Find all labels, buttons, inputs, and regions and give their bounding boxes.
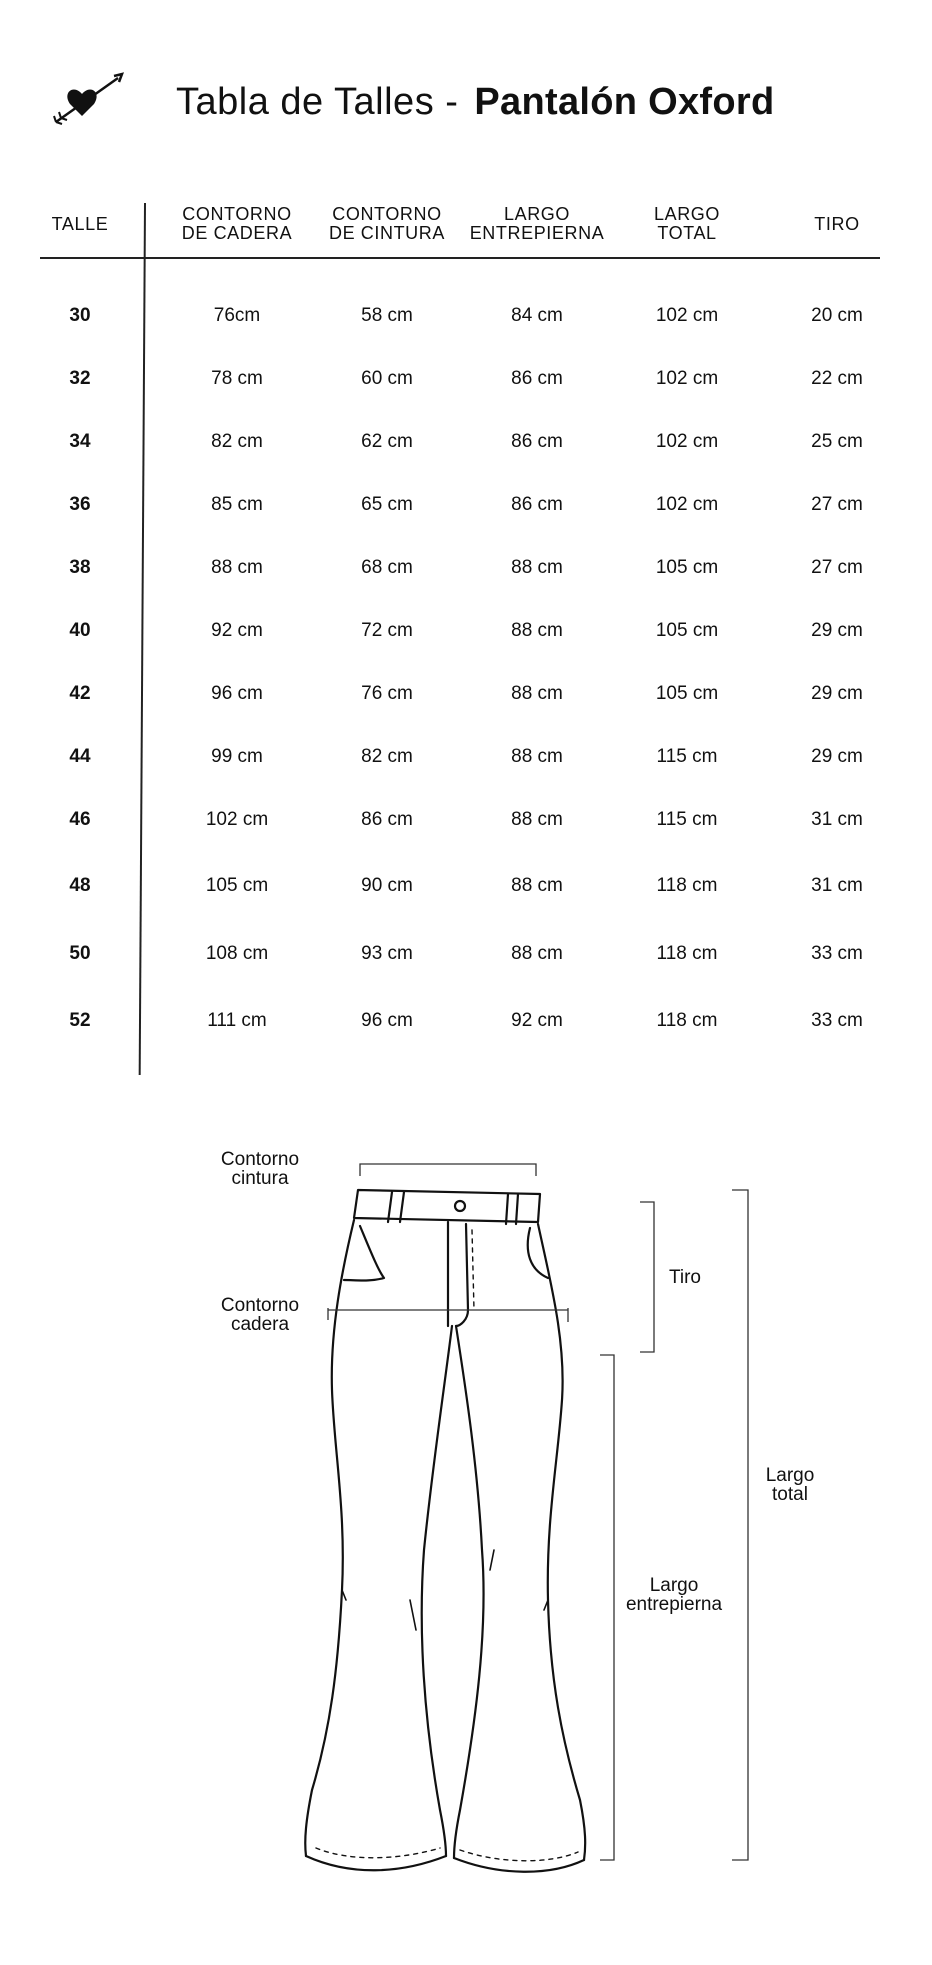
- title-light: Tabla de Talles -: [176, 80, 459, 123]
- measure-cell: 58 cm: [361, 305, 413, 326]
- size-cell: 36: [69, 494, 91, 515]
- table-row: [40, 614, 880, 648]
- size-cell: 46: [69, 809, 91, 830]
- measure-cell: 118 cm: [656, 875, 718, 896]
- size-cell: 38: [69, 557, 91, 578]
- label-largo-total: Largo total: [765, 1465, 815, 1505]
- table-row: [40, 740, 880, 774]
- measure-cell: 88 cm: [211, 557, 263, 578]
- measure-cell: 65 cm: [361, 494, 413, 515]
- heart-arrow-icon: [52, 72, 124, 128]
- measure-cell: 88 cm: [511, 875, 563, 896]
- measure-cell: 88 cm: [511, 620, 563, 641]
- column-header-largo-entrepierna: LARGO ENTREPIERNA: [469, 204, 605, 243]
- measure-cell: 88 cm: [511, 746, 563, 767]
- measure-cell: 86 cm: [511, 368, 563, 389]
- size-cell: 42: [69, 683, 91, 704]
- size-cell: 40: [69, 620, 91, 641]
- measure-cell: 105 cm: [205, 875, 269, 896]
- measure-cell: 88 cm: [511, 683, 563, 704]
- measure-cell: 105 cm: [655, 557, 719, 578]
- measure-cell: 82 cm: [211, 431, 263, 452]
- table-header-divider: [40, 257, 880, 259]
- measure-cell: 102 cm: [655, 305, 719, 326]
- size-cell: 52: [69, 1010, 91, 1031]
- table-row: [40, 677, 880, 711]
- title-bold: Pantalón Oxford: [474, 80, 775, 123]
- measure-cell: 76 cm: [361, 683, 413, 704]
- measure-cell: 29 cm: [811, 683, 863, 704]
- size-cell: 48: [69, 875, 91, 896]
- measure-cell: 78 cm: [211, 368, 263, 389]
- flared-pants-drawing: [0, 1130, 932, 1910]
- measure-cell: 118 cm: [656, 943, 718, 964]
- size-cell: 32: [69, 368, 91, 389]
- measure-cell: 31 cm: [811, 809, 863, 830]
- table-row: [40, 937, 880, 971]
- measure-cell: 96 cm: [211, 683, 263, 704]
- page-title: [176, 72, 774, 132]
- label-largo-entrepierna: Largo entrepierna: [625, 1575, 723, 1615]
- column-header-largo-total: LARGO TOTAL: [653, 204, 721, 243]
- size-cell: 50: [69, 943, 91, 964]
- measure-cell: 86 cm: [361, 809, 413, 830]
- measure-cell: 115 cm: [656, 809, 718, 830]
- measure-cell: 108 cm: [205, 943, 269, 964]
- measure-cell: 102 cm: [655, 431, 719, 452]
- size-cell: 34: [69, 431, 91, 452]
- label-contorno-cadera: Contorno cadera: [220, 1295, 300, 1335]
- measure-cell: 60 cm: [361, 368, 413, 389]
- measure-cell: 88 cm: [511, 943, 563, 964]
- table-row: [40, 1004, 880, 1038]
- measure-cell: 85 cm: [211, 494, 263, 515]
- measure-cell: 92 cm: [211, 620, 263, 641]
- measure-cell: 92 cm: [511, 1010, 563, 1031]
- measure-cell: 33 cm: [811, 1010, 863, 1031]
- measure-cell: 76cm: [213, 305, 261, 326]
- column-header-tiro: TIRO: [814, 213, 860, 234]
- measure-cell: 102 cm: [655, 494, 719, 515]
- measure-cell: 115 cm: [656, 746, 718, 767]
- column-header-contorno-cadera: CONTORNO DE CADERA: [181, 204, 293, 243]
- measure-cell: 22 cm: [811, 368, 863, 389]
- label-contorno-cintura: Contorno cintura: [220, 1149, 300, 1189]
- measure-cell: 86 cm: [511, 431, 563, 452]
- column-header-talle: TALLE: [51, 213, 109, 234]
- table-row: [40, 488, 880, 522]
- pants-measurement-diagram: [0, 1130, 932, 1910]
- measure-cell: 118 cm: [656, 1010, 718, 1031]
- measure-cell: 105 cm: [655, 620, 719, 641]
- measure-cell: 96 cm: [361, 1010, 413, 1031]
- measure-cell: 105 cm: [655, 683, 719, 704]
- table-row: [40, 803, 880, 837]
- measure-cell: 29 cm: [811, 620, 863, 641]
- table-row: [40, 551, 880, 585]
- measure-cell: 29 cm: [811, 746, 863, 767]
- measure-cell: 72 cm: [361, 620, 413, 641]
- table-row: [40, 425, 880, 459]
- table-row: [40, 299, 880, 333]
- measure-cell: 93 cm: [361, 943, 413, 964]
- measure-cell: 99 cm: [211, 746, 263, 767]
- size-cell: 30: [69, 305, 91, 326]
- measure-cell: 102 cm: [205, 809, 269, 830]
- measure-cell: 86 cm: [511, 494, 563, 515]
- label-tiro: Tiro: [668, 1267, 702, 1288]
- measure-cell: 31 cm: [811, 875, 863, 896]
- table-row: [40, 869, 880, 903]
- measure-cell: 88 cm: [511, 809, 563, 830]
- size-cell: 44: [69, 746, 91, 767]
- column-header-contorno-cintura: CONTORNO DE CINTURA: [328, 204, 445, 243]
- measure-cell: 27 cm: [811, 557, 863, 578]
- measure-cell: 102 cm: [655, 368, 719, 389]
- measure-cell: 27 cm: [811, 494, 863, 515]
- size-table: [40, 195, 880, 1075]
- measure-cell: 88 cm: [511, 557, 563, 578]
- measure-cell: 62 cm: [361, 431, 413, 452]
- measure-cell: 33 cm: [811, 943, 863, 964]
- measure-cell: 68 cm: [361, 557, 413, 578]
- measure-cell: 111 cm: [207, 1010, 267, 1031]
- table-row: [40, 362, 880, 396]
- measure-cell: 84 cm: [511, 305, 563, 326]
- measure-cell: 20 cm: [811, 305, 863, 326]
- measure-cell: 82 cm: [361, 746, 413, 767]
- measure-cell: 90 cm: [361, 875, 413, 896]
- measure-cell: 25 cm: [811, 431, 863, 452]
